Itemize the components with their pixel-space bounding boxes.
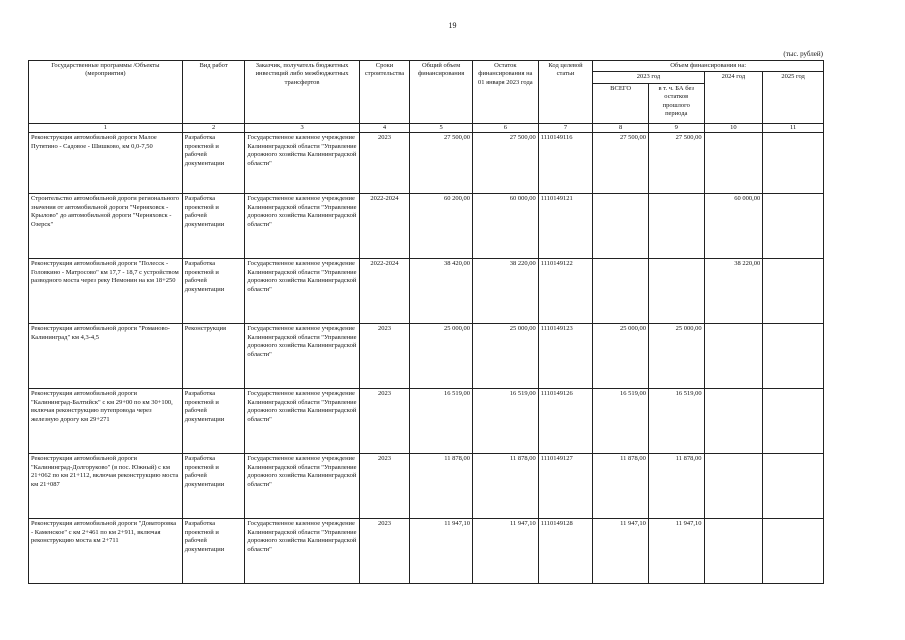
remainder-financing: 11 947,10	[472, 519, 538, 584]
construction-term: 2023	[359, 389, 410, 454]
column-number: 9	[648, 123, 704, 132]
column-number: 3	[245, 123, 359, 132]
financing-2023-ba: 27 500,00	[648, 133, 704, 194]
remainder-financing: 16 519,00	[472, 389, 538, 454]
financing-2023-all: 11 947,10	[593, 519, 649, 584]
header-2024: 2024 год	[704, 72, 763, 123]
financing-2023-all: 16 519,00	[593, 389, 649, 454]
financing-2024	[704, 324, 763, 389]
work-type: Реконструкция	[182, 324, 245, 389]
financing-2024	[704, 389, 763, 454]
remainder-financing: 38 220,00	[472, 259, 538, 324]
remainder-financing: 25 000,00	[472, 324, 538, 389]
construction-term: 2023	[359, 454, 410, 519]
total-financing: 11 947,10	[410, 519, 473, 584]
column-number: 10	[704, 123, 763, 132]
financing-2024	[704, 454, 763, 519]
customer: Государственное казенное учреждение Калининградской области "Управление дорожного хозяйства Калининградской области"	[245, 454, 359, 519]
construction-term: 2023	[359, 133, 410, 194]
customer: Государственное казенное учреждение Калининградской области "Управление дорожного хозяйства Калининградской области"	[245, 389, 359, 454]
construction-term: 2023	[359, 519, 410, 584]
column-number: 2	[182, 123, 245, 132]
work-type: Разработка проектной и рабочей документации	[182, 519, 245, 584]
table-row	[29, 133, 824, 194]
page-number: 19	[448, 21, 457, 30]
units-label: (тыс. рублей)	[783, 50, 823, 58]
financing-2025	[763, 194, 824, 259]
customer: Государственное казенное учреждение Калининградской области "Управление дорожного хозяйства Калининградской области"	[245, 259, 359, 324]
column-numbers-row	[29, 123, 824, 132]
remainder-financing: 11 878,00	[472, 454, 538, 519]
financing-2023-ba: 11 947,10	[648, 519, 704, 584]
construction-term: 2022-2024	[359, 259, 410, 324]
financing-2025	[763, 519, 824, 584]
construction-term: 2022-2024	[359, 194, 410, 259]
column-number: 11	[763, 123, 824, 132]
total-financing: 25 000,00	[410, 324, 473, 389]
object-name: Реконструкция автомобильной дороги "Полесск - Головкино - Матросово" км 17,7 - 18,7 с устройством разводного моста через реку Немонин на км 18+250	[29, 259, 183, 324]
column-number: 7	[538, 123, 593, 132]
target-code: 1110149121	[538, 194, 593, 259]
work-type: Разработка проектной и рабочей документации	[182, 133, 245, 194]
target-code: 1110149127	[538, 454, 593, 519]
financing-2023-ba	[648, 194, 704, 259]
financing-table	[28, 60, 824, 584]
financing-2023-all	[593, 259, 649, 324]
header-terms: Сроки строительства	[359, 61, 410, 124]
work-type: Разработка проектной и рабочей документации	[182, 194, 245, 259]
customer: Государственное казенное учреждение Калининградской области "Управление дорожного хозяйства Калининградской области"	[245, 519, 359, 584]
customer: Государственное казенное учреждение Калининградской области "Управление дорожного хозяйства Калининградской области"	[245, 324, 359, 389]
header-2025: 2025 год	[763, 72, 824, 123]
object-name: Реконструкция автомобильной дороги "Калининград-Долгоруково" (в пос. Южный) с км 21+062 по км 21+112, включая реконструкцию моста км 21+087	[29, 454, 183, 519]
construction-term: 2023	[359, 324, 410, 389]
financing-2025	[763, 454, 824, 519]
object-name: Реконструкция автомобильной дороги "Калининград-Балтийск" с км 29+00 по км 30+100, включая реконструкцию путепровода через железную дорогу км 29+271	[29, 389, 183, 454]
financing-2023-all: 25 000,00	[593, 324, 649, 389]
financing-2025	[763, 324, 824, 389]
remainder-financing: 60 000,00	[472, 194, 538, 259]
column-number: 1	[29, 123, 183, 132]
header-work-type: Вид работ	[182, 61, 245, 124]
column-number: 8	[593, 123, 649, 132]
header-remainder: Остаток финансирования на 01 января 2023 года	[472, 61, 538, 124]
target-code: 1110149123	[538, 324, 593, 389]
header-2023-all: ВСЕГО	[593, 83, 649, 123]
object-name: Реконструкция автомобильной дороги "Романово-Калининград" км 4,3-4,5	[29, 324, 183, 389]
header-2023: 2023 год	[593, 72, 704, 83]
table-row	[29, 454, 824, 519]
financing-2024: 60 000,00	[704, 194, 763, 259]
total-financing: 11 878,00	[410, 454, 473, 519]
total-financing: 27 500,00	[410, 133, 473, 194]
total-financing: 38 420,00	[410, 259, 473, 324]
table-row	[29, 519, 824, 584]
financing-2024	[704, 519, 763, 584]
object-name: Реконструкция автомобильной дороги "Доваторовка - Каменское" с км 2+461 по км 2+911, включая реконструкцию моста км 2+711	[29, 519, 183, 584]
work-type: Разработка проектной и рабочей документации	[182, 389, 245, 454]
financing-2025	[763, 259, 824, 324]
financing-2024	[704, 133, 763, 194]
financing-2023-ba: 16 519,00	[648, 389, 704, 454]
header-total: Общий объем финансирования	[410, 61, 473, 124]
column-number: 6	[472, 123, 538, 132]
header-code: Код целевой статьи	[538, 61, 593, 124]
object-name: Реконструкция автомобильной дороги Малое Путятино - Садовое - Шишково, км 0,0-7,50	[29, 133, 183, 194]
table-row	[29, 194, 824, 259]
financing-2023-all: 27 500,00	[593, 133, 649, 194]
column-number: 5	[410, 123, 473, 132]
financing-2024: 38 220,00	[704, 259, 763, 324]
target-code: 1110149128	[538, 519, 593, 584]
customer: Государственное казенное учреждение Калининградской области "Управление дорожного хозяйства Калининградской области"	[245, 194, 359, 259]
financing-2023-ba: 11 878,00	[648, 454, 704, 519]
header-programs: Государственные программы /Объекты (мероприятия)	[29, 61, 183, 124]
remainder-financing: 27 500,00	[472, 133, 538, 194]
financing-2025	[763, 133, 824, 194]
financing-2023-all	[593, 194, 649, 259]
customer: Государственное казенное учреждение Калининградской области "Управление дорожного хозяйства Калининградской области"	[245, 133, 359, 194]
target-code: 1110149116	[538, 133, 593, 194]
header-funding-group: Объем финансирования на:	[593, 61, 824, 72]
target-code: 1110149126	[538, 389, 593, 454]
financing-2023-all: 11 878,00	[593, 454, 649, 519]
header-2023-ba: в т. ч. БА без остатков прошлого периода	[648, 83, 704, 123]
work-type: Разработка проектной и рабочей документации	[182, 454, 245, 519]
target-code: 1110149122	[538, 259, 593, 324]
total-financing: 60 200,00	[410, 194, 473, 259]
table-row	[29, 259, 824, 324]
table-row	[29, 324, 824, 389]
financing-2025	[763, 389, 824, 454]
table-row	[29, 389, 824, 454]
financing-2023-ba	[648, 259, 704, 324]
work-type: Разработка проектной и рабочей документации	[182, 259, 245, 324]
total-financing: 16 519,00	[410, 389, 473, 454]
header-customer: Заказчик, получатель бюджетных инвестиций либо межбюджетных трансфертов	[245, 61, 359, 124]
column-number: 4	[359, 123, 410, 132]
financing-2023-ba: 25 000,00	[648, 324, 704, 389]
object-name: Строительство автомобильной дороги регионального значения от автомобильной дороги "Черняховск - Крылово" до автомобильной дороги "Черняховск - Озерск"	[29, 194, 183, 259]
